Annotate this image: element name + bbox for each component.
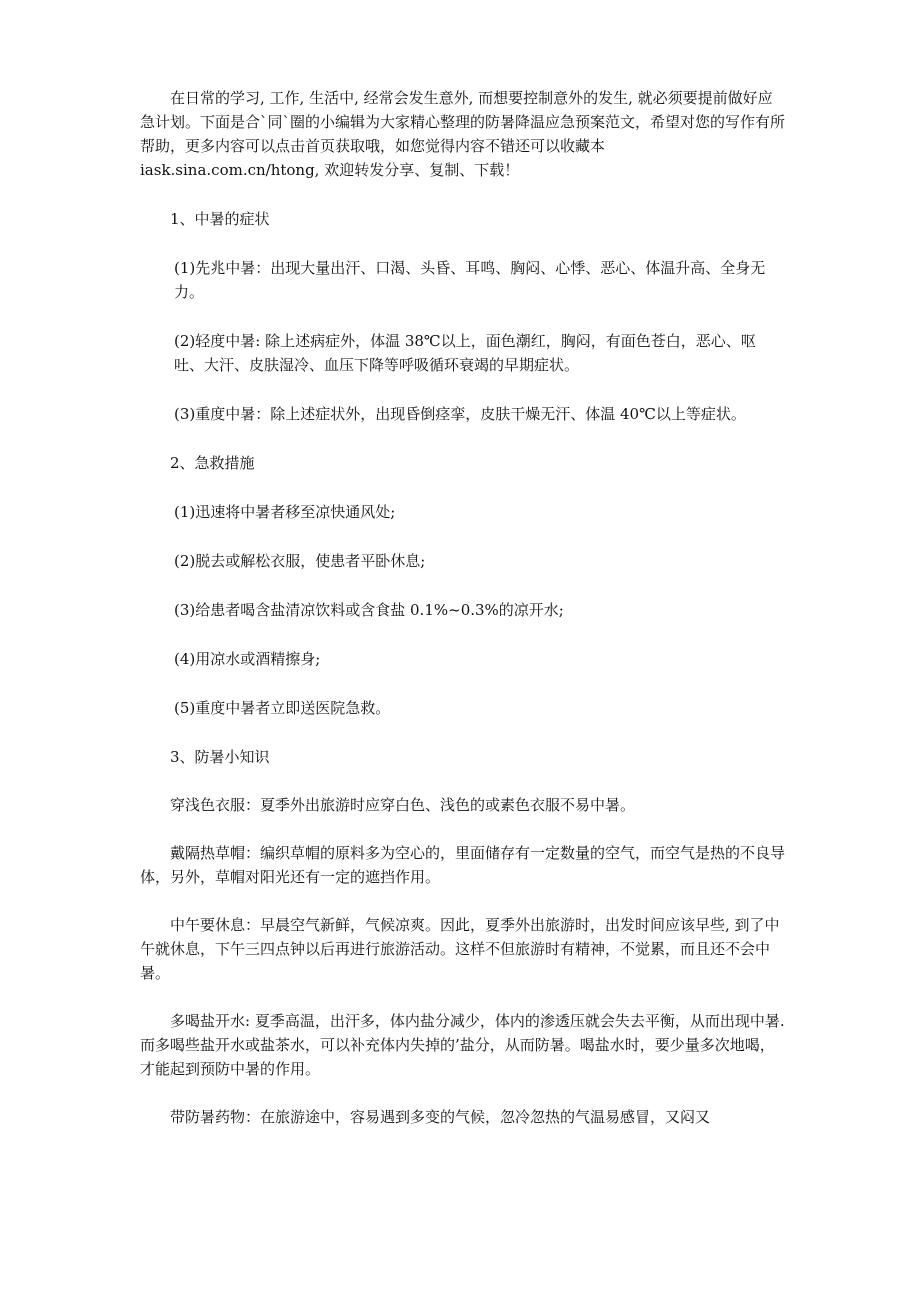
first-aid-item: (3)给患者喝含盐清凉饮料或含食盐 0.1%~0.3%的凉开水; <box>174 601 564 619</box>
symptom-item: (3)重度中暑：除上述症状外，出现昏倒痉挛，皮肤干燥无汗、体温 40℃以上等症状。 <box>174 405 746 423</box>
tip-paragraph: 多喝盐开水: 夏季高温，出汗多，体内盐分减少，体内的渗透压就会失去平衡，从而出现中暑. 而多喝些盐开水或盐茶水，可以补充体内失掉的’盐分，从而防暑。喝盐水时，要少量多次地喝，才能起到预防中暑的作用。 <box>140 1012 785 1078</box>
first-aid-item: (1)迅速将中暑者移至凉快通风处; <box>174 503 396 521</box>
tip-paragraph: 穿浅色衣服：夏季外出旅游时应穿白色、浅色的或素色衣服不易中暑。 <box>170 796 636 814</box>
tip-paragraph: 戴隔热草帽：编织草帽的原料多为空心的，里面储存有一定数量的空气，而空气是热的不良导体，另外，草帽对阳光还有一定的遮挡作用。 <box>140 844 786 886</box>
tip-paragraph: 中午要休息：早晨空气新鲜，气候凉爽。因此，夏季外出旅游时，出发时间应该早些, 到了中午就休息，下午三四点钟以后再进行旅游活动。这样不但旅游时有精神，不觉累，而且还不会中暑。 <box>140 916 780 982</box>
document-body <box>140 86 785 1129</box>
tip-paragraph: 带防暑药物：在旅游途中，容易遇到多变的气候，忽冷忽热的气温易感冒，又闷又 <box>170 1108 711 1126</box>
first-aid-item: (5)重度中暑者立即送医院急救。 <box>174 699 391 717</box>
first-aid-item: (2)脱去或解松衣服，使患者平卧休息; <box>174 552 426 570</box>
section-heading-first-aid: 2、急救措施 <box>170 454 255 472</box>
first-aid-item: (4)用凉水或酒精擦身; <box>174 650 321 668</box>
intro-paragraph: 在日常的学习, 工作, 生活中, 经常会发生意外, 而想要控制意外的发生, 就必须要提前做好应急计划。下面是合`同`圈的小编辑为大家精心整理的防暑降温应急预案范文，希望对您的写作有所帮助，更多内容可以点击首页获取哦，如您觉得内容不错还可以收藏本 iask.sina.com.cn/htong, 欢迎转发分享、复制、下载！ <box>140 89 786 179</box>
symptom-item: (1)先兆中暑：出现大量出汗、口渴、头昏、耳鸣、胸闷、心悸、恶心、体温升高、全身无力。 <box>174 259 766 301</box>
section-heading-tips: 3、防暑小知识 <box>170 748 270 766</box>
symptom-item: (2)轻度中暑: 除上述病症外，体温 38℃以上，面色潮红，胸闷，有面色苍白，恶心、呕吐、大汗、皮肤湿冷、血压下降等呼吸循环衰竭的早期症状。 <box>174 332 756 374</box>
section-heading-symptoms: 1、中暑的症状 <box>170 210 270 228</box>
